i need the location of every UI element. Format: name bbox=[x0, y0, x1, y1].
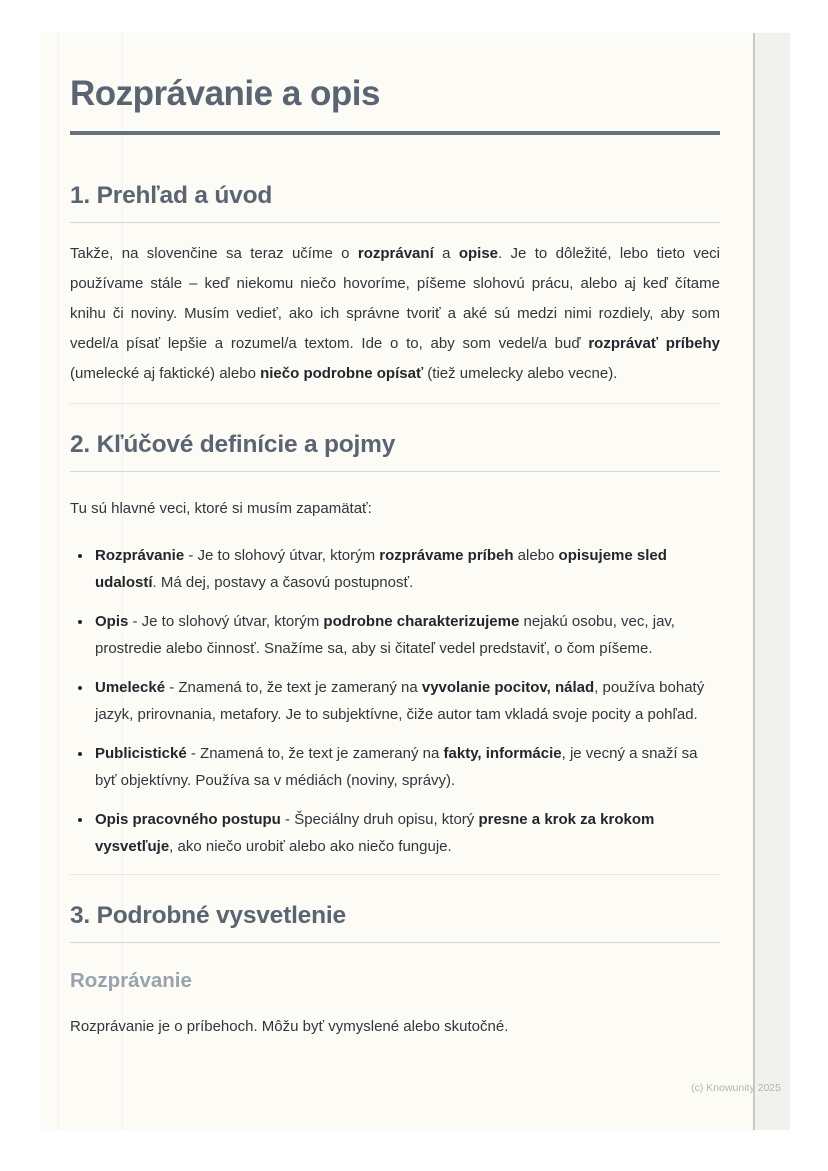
list-item: • Rozprávanie - Je to slohový útvar, ktorým rozprávame príbeh alebo opisujeme sled udalostí. Má dej, postavy a časovú postupnosť. bbox=[93, 542, 720, 596]
section-divider bbox=[70, 403, 720, 404]
section-1-paragraph: Takže, na slovenčine sa teraz učíme o rozprávaní a opise. Je to dôležité, lebo tieto veci používame stále – keď niekomu niečo hovoríme, píšeme slohovú prácu, alebo aj keď čítame knihu či noviny. Musím vedieť, ako ich správne tvoriť a aké sú medzi nimi rozdiely, aby som vedel/a písať lepšie a rozumel/a textom. Ide o to, aby som vedel/a buď rozprávať príbehy (umelecké aj faktické) alebo niečo podrobne opísať (tiež umelecky alebo vecne). bbox=[70, 244, 721, 382]
section-2-intro: Tu sú hlavné veci, ktoré si musím zapamätať: bbox=[70, 499, 372, 517]
list-item: • Publicistické - Znamená to, že text je zameraný na fakty, informácie, je vecný a snaží sa byť objektívny. Používa sa v médiách (noviny, správy). bbox=[93, 740, 720, 794]
list-item: • Opis pracovného postupu - Špeciálny druh opisu, ktorý presne a krok za krokom vysvetľuje, ako niečo urobiť alebo ako niečo funguje. bbox=[93, 806, 720, 860]
section-3-paragraph: Rozprávanie je o príbehoch. Môžu byť vymyslené alebo skutočné. bbox=[70, 1017, 509, 1035]
document-page bbox=[40, 33, 790, 1130]
subsection-heading: Rozprávanie bbox=[70, 968, 192, 992]
section-overview bbox=[70, 182, 720, 389]
list-item: • Umelecké - Znamená to, že text je zameraný na vyvolanie pocitov, nálad, používa bohatý jazyk, prirovnania, metafory. Je to subjektívne, čiže autor tam vkladá svoje pocity a pohľad. bbox=[93, 674, 720, 728]
section-1-heading: 1. Prehľad a úvod bbox=[70, 182, 720, 223]
title-rule bbox=[70, 131, 720, 135]
definitions-list bbox=[70, 542, 720, 860]
document-content bbox=[40, 33, 790, 1038]
section-divider bbox=[70, 874, 720, 875]
section-2-heading: 2. Kľúčové definície a pojmy bbox=[70, 431, 720, 472]
section-3-heading: 3. Podrobné vysvetlenie bbox=[70, 902, 720, 943]
section-explanation bbox=[70, 902, 720, 1038]
watermark: (c) Knowunity 2025 bbox=[691, 1082, 781, 1094]
list-item: • Opis - Je to slohový útvar, ktorým podrobne charakterizujeme nejakú osobu, vec, jav, prostredie alebo činnosť. Snažíme sa, aby si čitateľ vedel predstaviť, o čom píšeme. bbox=[93, 608, 720, 662]
page-title: Rozprávanie a opis bbox=[70, 74, 380, 113]
section-definitions bbox=[70, 431, 720, 860]
